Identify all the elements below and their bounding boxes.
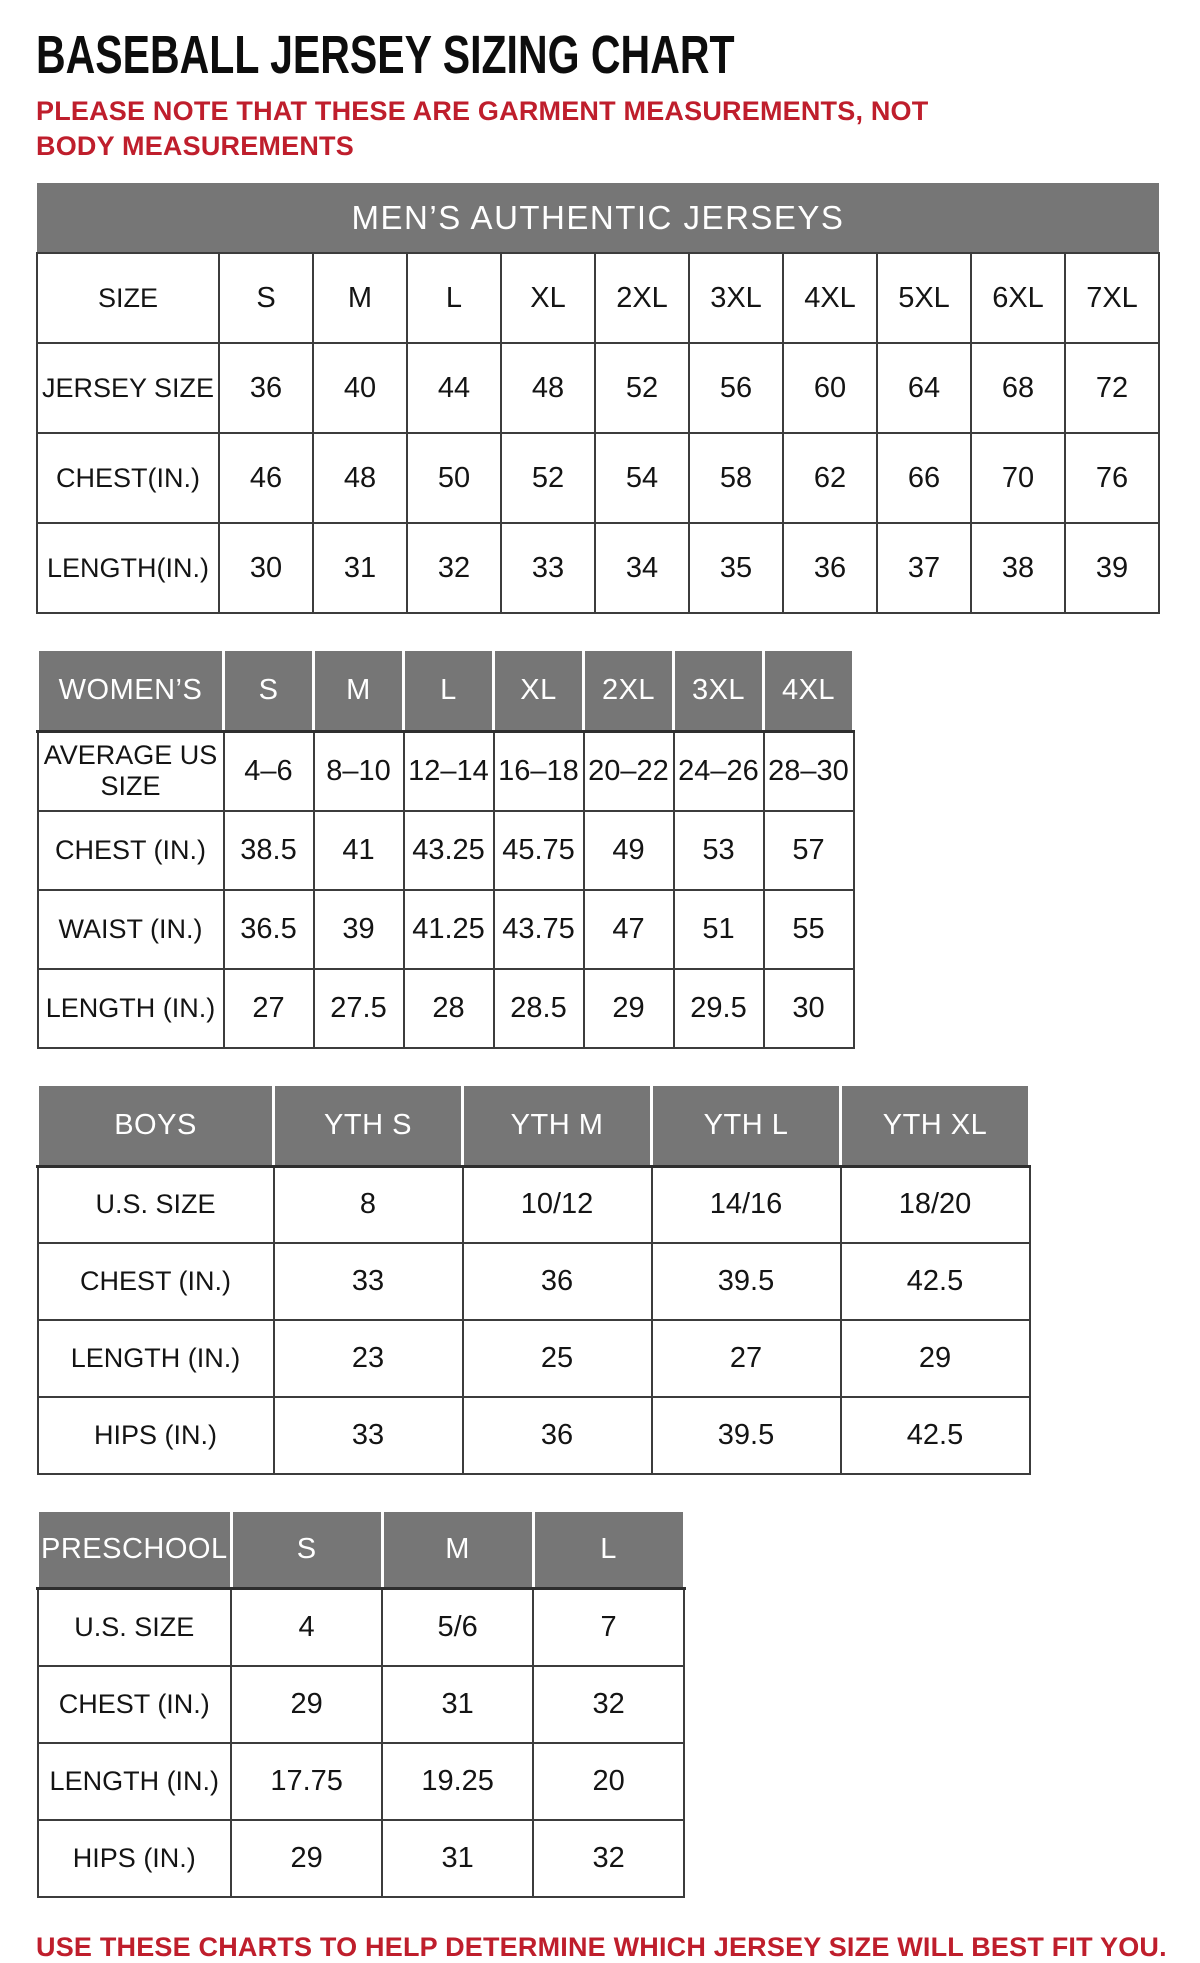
boys-value-cell: 39.5 — [652, 1243, 841, 1320]
boys-table-row — [38, 1320, 1030, 1397]
mens-value-cell: 50 — [407, 433, 501, 523]
mens-value-cell: 37 — [877, 523, 971, 613]
womens-value-cell: 16–18 — [494, 732, 584, 811]
mens-size-row-label: SIZE — [37, 253, 219, 343]
womens-row-label: AVERAGE US SIZE — [38, 732, 224, 811]
boys-value-cell: 8 — [274, 1166, 463, 1243]
womens-value-cell: 51 — [674, 890, 764, 969]
mens-value-cell: 58 — [689, 433, 783, 523]
womens-size-col-header: L — [404, 650, 494, 732]
womens-value-cell: 53 — [674, 811, 764, 890]
preschool-value-cell: 29 — [231, 1666, 382, 1743]
mens-size-col-header: XL — [501, 253, 595, 343]
preschool-value-cell: 31 — [382, 1820, 533, 1897]
boys-table-row — [38, 1397, 1030, 1474]
mens-size-col-header: 5XL — [877, 253, 971, 343]
boys-row-label: LENGTH (IN.) — [38, 1320, 274, 1397]
preschool-size-col-header: M — [382, 1511, 533, 1589]
preschool-row-label: HIPS (IN.) — [38, 1820, 232, 1897]
boys-row-label: HIPS (IN.) — [38, 1397, 274, 1474]
womens-value-cell: 8–10 — [314, 732, 404, 811]
womens-value-cell: 55 — [764, 890, 854, 969]
womens-value-cell: 29.5 — [674, 969, 764, 1048]
preschool-row-label: U.S. SIZE — [38, 1589, 232, 1666]
mens-table-row — [37, 523, 1159, 613]
boys-size-col-header: YTH M — [463, 1084, 652, 1166]
mens-value-cell: 72 — [1065, 343, 1159, 433]
womens-value-cell: 20–22 — [584, 732, 674, 811]
womens-size-col-header: XL — [494, 650, 584, 732]
preschool-value-cell: 32 — [533, 1666, 684, 1743]
mens-row-label: LENGTH(IN.) — [37, 523, 219, 613]
womens-row-label: LENGTH (IN.) — [38, 969, 224, 1048]
boys-value-cell: 33 — [274, 1397, 463, 1474]
mens-value-cell: 33 — [501, 523, 595, 613]
boys-header-label: BOYS — [38, 1084, 274, 1166]
womens-value-cell: 27.5 — [314, 969, 404, 1048]
mens-banner-title: MEN’S AUTHENTIC JERSEYS — [37, 183, 1159, 253]
mens-value-cell: 39 — [1065, 523, 1159, 613]
womens-size-col-header: S — [224, 650, 314, 732]
womens-value-cell: 41 — [314, 811, 404, 890]
footer-note: USE THESE CHARTS TO HELP DETERMINE WHICH JERSEY SIZE WILL BEST FIT YOU. — [36, 1931, 1167, 1962]
boys-row-label: CHEST (IN.) — [38, 1243, 274, 1320]
preschool-sizing-table-block — [36, 1509, 1164, 1898]
mens-size-col-header: 3XL — [689, 253, 783, 343]
womens-value-cell: 28–30 — [764, 732, 854, 811]
womens-value-cell: 43.25 — [404, 811, 494, 890]
preschool-table-row — [38, 1589, 685, 1666]
womens-value-cell: 45.75 — [494, 811, 584, 890]
boys-table-row — [38, 1243, 1030, 1320]
mens-value-cell: 68 — [971, 343, 1065, 433]
boys-table-row — [38, 1166, 1030, 1243]
mens-value-cell: 64 — [877, 343, 971, 433]
mens-size-col-header: 4XL — [783, 253, 877, 343]
womens-table-row — [38, 732, 854, 811]
preschool-row-label: CHEST (IN.) — [38, 1666, 232, 1743]
mens-size-col-header: S — [219, 253, 313, 343]
mens-sizing-table-block — [36, 183, 1164, 614]
mens-value-cell: 48 — [501, 343, 595, 433]
womens-value-cell: 28 — [404, 969, 494, 1048]
boys-value-cell: 39.5 — [652, 1397, 841, 1474]
mens-value-cell: 38 — [971, 523, 1065, 613]
womens-value-cell: 39 — [314, 890, 404, 969]
boys-size-col-header: YTH XL — [841, 1084, 1030, 1166]
womens-table-row — [38, 890, 854, 969]
womens-value-cell: 27 — [224, 969, 314, 1048]
boys-size-col-header: YTH S — [274, 1084, 463, 1166]
womens-value-cell: 57 — [764, 811, 854, 890]
preschool-value-cell: 31 — [382, 1666, 533, 1743]
mens-table-row — [37, 433, 1159, 523]
womens-value-cell: 47 — [584, 890, 674, 969]
womens-size-col-header: 4XL — [764, 650, 854, 732]
mens-value-cell: 31 — [313, 523, 407, 613]
womens-value-cell: 36.5 — [224, 890, 314, 969]
boys-value-cell: 42.5 — [841, 1397, 1030, 1474]
womens-value-cell: 28.5 — [494, 969, 584, 1048]
mens-sizing-table — [36, 183, 1160, 614]
mens-value-cell: 34 — [595, 523, 689, 613]
preschool-value-cell: 19.25 — [382, 1743, 533, 1820]
boys-value-cell: 27 — [652, 1320, 841, 1397]
mens-value-cell: 36 — [783, 523, 877, 613]
mens-size-col-header: 2XL — [595, 253, 689, 343]
womens-value-cell: 24–26 — [674, 732, 764, 811]
womens-size-col-header: 3XL — [674, 650, 764, 732]
preschool-value-cell: 4 — [231, 1589, 382, 1666]
mens-value-cell: 56 — [689, 343, 783, 433]
boys-value-cell: 10/12 — [463, 1166, 652, 1243]
boys-value-cell: 33 — [274, 1243, 463, 1320]
tables-container — [36, 183, 1164, 1898]
boys-value-cell: 18/20 — [841, 1166, 1030, 1243]
preschool-value-cell: 32 — [533, 1820, 684, 1897]
boys-value-cell: 42.5 — [841, 1243, 1030, 1320]
preschool-value-cell: 20 — [533, 1743, 684, 1820]
boys-value-cell: 36 — [463, 1397, 652, 1474]
womens-sizing-table-block — [36, 648, 1164, 1049]
mens-value-cell: 52 — [501, 433, 595, 523]
mens-value-cell: 44 — [407, 343, 501, 433]
boys-value-cell: 25 — [463, 1320, 652, 1397]
mens-row-label: JERSEY SIZE — [37, 343, 219, 433]
preschool-value-cell: 5/6 — [382, 1589, 533, 1666]
mens-value-cell: 62 — [783, 433, 877, 523]
womens-header-label: WOMEN’S — [38, 650, 224, 732]
boys-size-col-header: YTH L — [652, 1084, 841, 1166]
mens-value-cell: 40 — [313, 343, 407, 433]
boys-sizing-table-block — [36, 1083, 1164, 1476]
boys-value-cell: 23 — [274, 1320, 463, 1397]
preschool-header-label: PRESCHOOL — [38, 1511, 232, 1589]
page-title: BASEBALL JERSEY SIZING CHART — [36, 25, 735, 85]
mens-value-cell: 60 — [783, 343, 877, 433]
preschool-table-row — [38, 1743, 685, 1820]
mens-size-col-header: M — [313, 253, 407, 343]
mens-value-cell: 48 — [313, 433, 407, 523]
boys-value-cell: 36 — [463, 1243, 652, 1320]
womens-value-cell: 29 — [584, 969, 674, 1048]
mens-value-cell: 36 — [219, 343, 313, 433]
preschool-sizing-table — [36, 1509, 686, 1898]
womens-value-cell: 41.25 — [404, 890, 494, 969]
boys-sizing-table — [36, 1083, 1031, 1476]
boys-row-label: U.S. SIZE — [38, 1166, 274, 1243]
preschool-value-cell: 17.75 — [231, 1743, 382, 1820]
womens-value-cell: 49 — [584, 811, 674, 890]
womens-value-cell: 43.75 — [494, 890, 584, 969]
womens-row-label: CHEST (IN.) — [38, 811, 224, 890]
garment-measurements-note: PLEASE NOTE THAT THESE ARE GARMENT MEASUREMENTS, NOT BODY MEASUREMENTS — [36, 96, 929, 161]
mens-value-cell: 46 — [219, 433, 313, 523]
womens-sizing-table — [36, 648, 855, 1049]
preschool-table-row — [38, 1666, 685, 1743]
preschool-size-col-header: S — [231, 1511, 382, 1589]
mens-size-col-header: 6XL — [971, 253, 1065, 343]
mens-value-cell: 66 — [877, 433, 971, 523]
mens-value-cell: 76 — [1065, 433, 1159, 523]
mens-value-cell: 30 — [219, 523, 313, 613]
womens-value-cell: 30 — [764, 969, 854, 1048]
preschool-table-row — [38, 1820, 685, 1897]
boys-value-cell: 29 — [841, 1320, 1030, 1397]
womens-value-cell: 38.5 — [224, 811, 314, 890]
mens-value-cell: 52 — [595, 343, 689, 433]
mens-size-col-header: 7XL — [1065, 253, 1159, 343]
womens-table-row — [38, 969, 854, 1048]
mens-value-cell: 32 — [407, 523, 501, 613]
preschool-value-cell: 7 — [533, 1589, 684, 1666]
mens-size-col-header: L — [407, 253, 501, 343]
boys-value-cell: 14/16 — [652, 1166, 841, 1243]
womens-size-col-header: 2XL — [584, 650, 674, 732]
preschool-row-label: LENGTH (IN.) — [38, 1743, 232, 1820]
womens-value-cell: 4–6 — [224, 732, 314, 811]
preschool-value-cell: 29 — [231, 1820, 382, 1897]
womens-size-col-header: M — [314, 650, 404, 732]
womens-value-cell: 12–14 — [404, 732, 494, 811]
mens-value-cell: 70 — [971, 433, 1065, 523]
preschool-size-col-header: L — [533, 1511, 684, 1589]
mens-value-cell: 54 — [595, 433, 689, 523]
mens-table-row — [37, 343, 1159, 433]
womens-row-label: WAIST (IN.) — [38, 890, 224, 969]
mens-value-cell: 35 — [689, 523, 783, 613]
mens-row-label: CHEST(IN.) — [37, 433, 219, 523]
womens-table-row — [38, 811, 854, 890]
